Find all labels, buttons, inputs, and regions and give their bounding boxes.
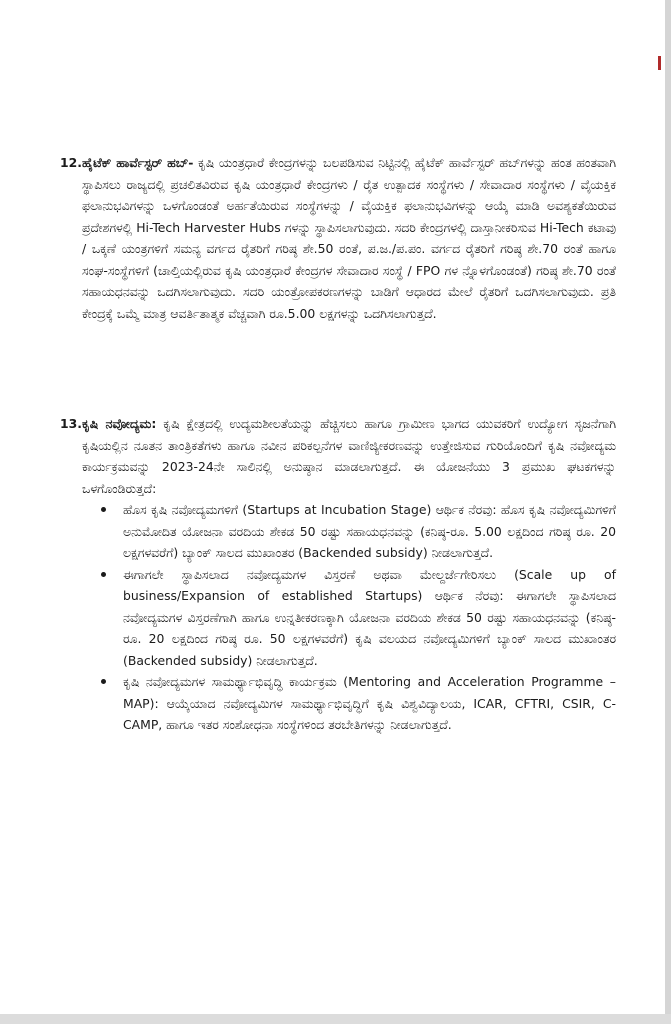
- list-item-text: ಕೃಷಿ ನವೋದ್ಯಮಗಳ ಸಾಮರ್ಥ್ಯಾಭಿವೃದ್ಧಿ ಕಾರ್ಯಕ್ರಮ (Mentoring and Acceleration Programme –MAP): ಆಯ್ಕೆಯಾದ ನವೋದ್ಯಮಿಗಳ ಸಾಮರ್ಥ್ಯಾಭಿವೃದ್ಧಿಗೆ ಕೃಷಿ ವಿಶ್ವವಿದ್ಯಾಲಯ, ICAR, CFTRI, CSIR, C- CAMP, ಹಾಗೂ ಇತರ ಸಂಶೋಧನಾ ಸಂಸ್ಥೆಗಳಿಂದ ತರಬೇತಿಗಳನ್ನು ನೀಡಲಾಗುತ್ತದೆ.: [123, 674, 616, 732]
- bullet-icon: [101, 572, 106, 577]
- list-item: [93, 499, 616, 564]
- list-item: [93, 564, 616, 672]
- section-hitech-harvester-hub: [60, 152, 616, 324]
- bullet-icon: [101, 507, 106, 512]
- section-paragraph: [60, 413, 616, 499]
- section-body: ಕೃಷಿ ಕ್ಷೇತ್ರದಲ್ಲಿ ಉದ್ಯಮಶೀಲತೆಯನ್ನು ಹೆಚ್ಚಿಸಲು ಹಾಗೂ ಗ್ರಾಮೀಣ ಭಾಗದ ಯುವಕರಿಗೆ ಉದ್ಯೋಗ ಸೃಜನೆಗಾಗಿ ಕೃಷಿಯಲ್ಲಿನ ನೂತನ ತಾಂತ್ರಿಕತೆಗಳು ಹಾಗೂ ನವೀನ ಪರಿಕಲ್ಪನೆಗಳ ವಾಣಿಜ್ಯೀಕರಣವನ್ನು ಉತ್ತೇಜಿಸುವ ಗುರಿಯೊಂದಿಗೆ ಕೃಷಿ ನವೋದ್ಯಮ ಕಾರ್ಯಕ್ರಮವನ್ನು 2023-24ನೇ ಸಾಲಿನಲ್ಲಿ ಅನುಷ್ಠಾನ ಮಾಡಲಾಗುತ್ತದೆ. ಈ ಯೋಜನೆಯು 3 ಪ್ರಮುಖ ಘಟಕಗಳನ್ನು ಒಳಗೊಂಡಿರುತ್ತದೆ:: [82, 416, 616, 496]
- page-right-edge: [665, 0, 671, 1024]
- component-list: [60, 499, 616, 736]
- page-bottom-edge: [0, 1014, 671, 1024]
- list-item-text: ಈಗಾಗಲೇ ಸ್ಥಾಪಿಸಲಾದ ನವೋದ್ಯಮಗಳ ವಿಸ್ತರಣೆ ಅಥವಾ ಮೇಲ್ದರ್ಜೆಗೇರಿಸಲು (Scale up of business/Expansion of established Startups) ಆರ್ಥಿಕ ನೆರವು: ಈಗಾಗಲೇ ಸ್ಥಾಪಿಸಲಾದ ನವೋದ್ಯಮಗಳ ವಿಸ್ತರಣೆಗಾಗಿ ಹಾಗೂ ಉನ್ನತೀಕರಣಕ್ಕಾಗಿ ಯೋಜನಾ ವರದಿಯ ಶೇಕಡ 50 ರಷ್ಟು ಸಹಾಯಧನವನ್ನು (ಕನಿಷ್ಠ-ರೂ. 20 ಲಕ್ಷದಿಂದ ಗರಿಷ್ಠ ರೂ. 50 ಲಕ್ಷಗಳವರೆಗೆ) ಕೃಷಿ ವಲಯದ ನವೋದ್ಯಮಿಗಳಿಗೆ ಬ್ಯಾಂಕ್ ಸಾಲದ ಮುಖಾಂತರ (Backended subsidy) ನೀಡಲಾಗುತ್ತದೆ.: [123, 566, 616, 668]
- list-item-text: ಹೊಸ ಕೃಷಿ ನವೋದ್ಯಮಗಳಿಗೆ (Startups at Incubation Stage) ಆರ್ಥಿಕ ನೆರವು: ಹೊಸ ಕೃಷಿ ನವೋದ್ಯಮಿಗಳಿಗೆ ಅನುಮೋದಿತ ಯೋಜನಾ ವರದಿಯ ಶೇಕಡ 50 ರಷ್ಟು ಸಹಾಯಧನವನ್ನು (ಕನಿಷ್ಠ-ರೂ. 5.00 ಲಕ್ಷದಿಂದ ಗರಿಷ್ಠ ರೂ. 20 ಲಕ್ಷಗಳವರೆಗೆ) ಬ್ಯಾಂಕ್ ಸಾಲದ ಮುಖಾಂತರ (Backended subsidy) ನೀಡಲಾಗುತ್ತದೆ.: [123, 502, 616, 560]
- bullet-icon: [101, 679, 106, 684]
- section-agri-startup: [60, 413, 616, 736]
- section-heading: 12.ಹೈಟೆಕ್ ಹಾರ್ವೆಸ್ಟರ್ ಹಬ್-: [60, 155, 194, 170]
- section-heading: 13.ಕೃಷಿ ನವೋದ್ಯಮ:: [60, 416, 157, 431]
- page-edge-mark: [658, 56, 661, 70]
- list-item: [93, 671, 616, 736]
- section-body: ಕೃಷಿ ಯಂತ್ರಧಾರೆ ಕೇಂದ್ರಗಳನ್ನು ಬಲಪಡಿಸುವ ನಿಟ್ಟಿನಲ್ಲಿ ಹೈಟೆಕ್ ಹಾರ್ವೆಸ್ಟರ್ ಹಬ್‌ಗಳನ್ನು ಹಂತ ಹಂತವಾಗಿ ಸ್ಥಾಪಿಸಲು ರಾಜ್ಯದಲ್ಲಿ ಪ್ರಚಲಿತವಿರುವ ಕೃಷಿ ಯಂತ್ರಧಾರೆ ಕೇಂದ್ರಗಳು / ರೈತ ಉತ್ಪಾದಕ ಸಂಸ್ಥೆಗಳು / ಸೇವಾದಾರ ಸಂಸ್ಥೆಗಳು / ವೈಯಕ್ತಿಕ ಫಲಾನುಭವಿಗಳನ್ನು ಒಳಗೊಂಡಂತೆ ಅರ್ಹತೆಯಿರುವ ಸಂಸ್ಥೆಗಳನ್ನು / ವೈಯಕ್ತಿಕ ಫಲಾನುಭವಿಗಳನ್ನು ಆಯ್ಕೆ ಮಾಡಿ ಅವಶ್ಯಕತೆಯಿರುವ ಪ್ರದೇಶಗಳಲ್ಲಿ Hi-Tech Harvester Hubs ಗಳನ್ನು ಸ್ಥಾಪಿಸಲಾಗುವುದು. ಸದರಿ ಕೇಂದ್ರಗಳಲ್ಲಿ ದಾಸ್ತಾನೀಕರಿಸುವ Hi-Tech ಕಟಾವು / ಒಕ್ಕಣೆ ಯಂತ್ರಗಳಿಗೆ ಸಮನ್ಯ ವರ್ಗದ ರೈತರಿಗೆ ಗರಿಷ್ಠ ಶೇ.50 ರಂತೆ, ಪ.ಜ./ಪ.ಪಂ. ವರ್ಗದ ರೈತರಿಗೆ ಗರಿಷ್ಠ ಶೇ.70 ರಂತೆ ಹಾಗೂ ಸಂಘ-ಸಂಸ್ಥೆಗಳಿಗೆ (ಚಾಲ್ತಿಯಲ್ಲಿರುವ ಕೃಷಿ ಯಂತ್ರಧಾರೆ ಕೇಂದ್ರಗಳ ಸೇವಾದಾರ ಸಂಸ್ಥೆ / FPO ಗಳ ನ್ನೊಳಗೊಂಡಂತೆ) ಗರಿಷ್ಠ ಶೇ.70 ರಂತೆ ಸಹಾಯಧನವನ್ನು ಒದಗಿಸಲಾಗುವುದು. ಸದರಿ ಯಂತ್ರೋಪಕರಣಗಳನ್ನು ಬಾಡಿಗೆ ಆಧಾರದ ಮೇಲೆ ರೈತರಿಗೆ ಒದಗಿಸಲಾಗುವುದು. ಪ್ರತಿ ಕೇಂದ್ರಕ್ಕೆ ಒಮ್ಮೆ ಮಾತ್ರ ಆವರ್ತಿತಾತ್ಮಕ ವೆಚ್ಚವಾಗಿ ರೂ.5.00 ಲಕ್ಷಗಳನ್ನು ಒದಗಿಸಲಾಗುತ್ತದೆ.: [82, 155, 616, 321]
- section-paragraph: [60, 152, 616, 324]
